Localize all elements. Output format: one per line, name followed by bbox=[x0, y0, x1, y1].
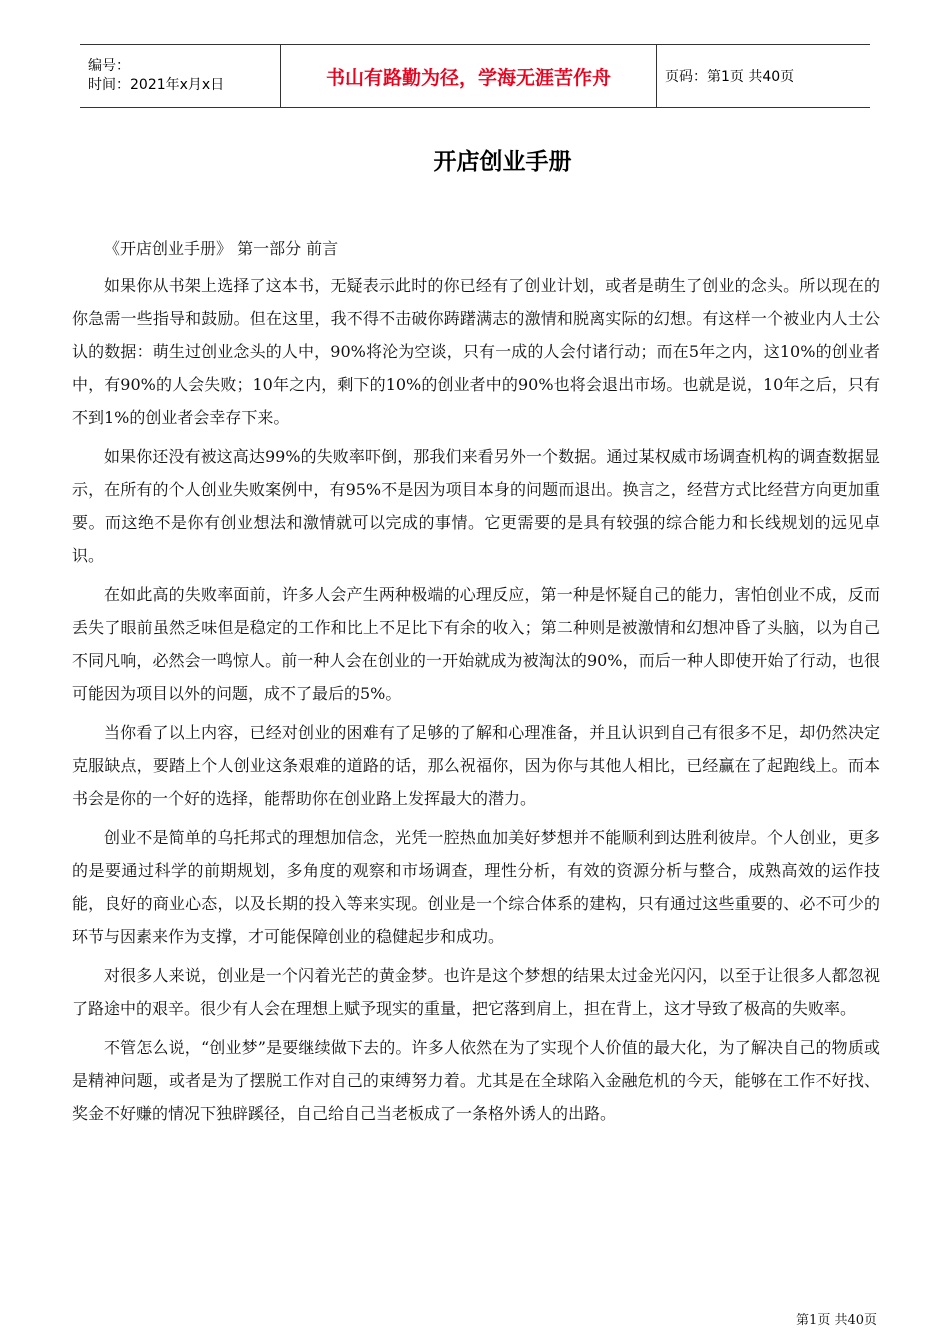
document-number-label: 编号： bbox=[88, 58, 130, 74]
body-paragraph: 创业不是简单的乌托邦式的理想加信念，光凭一腔热血加美好梦想并不能顺利到达胜利彼岸。个人创业，更多的是要通过科学的前期规划，多角度的观察和市场调查，理性分析，有效的资源分析与整合，成熟高效的运作技能，良好的商业心态，以及长期的投入等来实现。创业是一个综合体系的建构，只有通过这些重要的、必不可少的环节与因素来作为支撑，才可能保障创业的稳健起步和成功。 bbox=[72, 828, 880, 946]
header-meta bbox=[80, 45, 280, 107]
body-paragraph: 当你看了以上内容，已经对创业的困难有了足够的了解和心理准备，并且认识到自己有很多不足，却仍然决定克服缺点，要踏上个人创业这条艰难的道路的话，那么祝福你，因为你与其他人相比，已经赢在了起跑线上。而本书会是你的一个好的选择，能帮助你在创业路上发挥最大的潜力。 bbox=[72, 723, 880, 808]
page-footer-number: 第1页 共40页 bbox=[796, 1313, 877, 1328]
section-heading: 《开店创业手册》 第一部分 前言 bbox=[104, 239, 339, 258]
page-header bbox=[80, 44, 870, 108]
header-motto: 书山有路勤为径，学海无涯苦作舟 bbox=[280, 45, 657, 107]
document-title: 开店创业手册 bbox=[433, 149, 572, 175]
header-page-number: 页码：第1页 共40页 bbox=[665, 69, 795, 85]
body-paragraph: 如果你从书架上选择了这本书，无疑表示此时的你已经有了创业计划，或者是萌生了创业的念头。所以现在的你急需一些指导和鼓励。但在这里，我不得不击破你踌躇满志的激情和脱离实际的幻想。有这样一个被业内人士公认的数据：萌生过创业念头的人中，90%将沦为空谈，只有一成的人会付诸行动；而在5年之内，这10%的创业者中，有90%的人会失败；10年之内，剩下的10%的创业者中的90%也将会退出市场。也就是说，10年之后，只有不到1%的创业者会幸存下来。 bbox=[72, 276, 880, 427]
body-paragraph: 如果你还没有被这高达99%的失败率吓倒，那我们来看另外一个数据。通过某权威市场调查机构的调查数据显示，在所有的个人创业失败案例中，有95%不是因为项目本身的问题而退出。换言之，经营方式比经营方向更加重要。而这绝不是你有创业想法和激情就可以完成的事情。它更需要的是具有较强的综合能力和长线规划的远见卓识。 bbox=[72, 447, 880, 565]
document-time-label: 时间：2021年x月x日 bbox=[88, 77, 225, 93]
document-body bbox=[72, 232, 880, 1136]
body-paragraph: 不管怎么说，“创业梦”是要继续做下去的。许多人依然在为了实现个人价值的最大化，为了解决自己的物质或是精神问题，或者是为了摆脱工作对自己的束缚努力着。尤其是在全球陷入金融危机的今天，能够在工作不好找、奖金不好赚的情况下独辟蹊径，自己给自己当老板成了一条格外诱人的出路。 bbox=[72, 1038, 880, 1123]
body-paragraph: 在如此高的失败率面前，许多人会产生两种极端的心理反应，第一种是怀疑自己的能力，害怕创业不成，反而丢失了眼前虽然乏味但是稳定的工作和比上不足比下有余的收入；第二种则是被激情和幻想冲昏了头脑，以为自己不同凡响，必然会一鸣惊人。前一种人会在创业的一开始就成为被淘汰的90%，而后一种人即使开始了行动，也很可能因为项目以外的问题，成不了最后的5%。 bbox=[72, 585, 880, 703]
body-paragraph: 对很多人来说，创业是一个闪着光芒的黄金梦。也许是这个梦想的结果太过金光闪闪，以至于让很多人都忽视了路途中的艰辛。很少有人会在理想上赋予现实的重量，把它落到肩上，担在背上，这才导致了极高的失败率。 bbox=[72, 966, 880, 1018]
